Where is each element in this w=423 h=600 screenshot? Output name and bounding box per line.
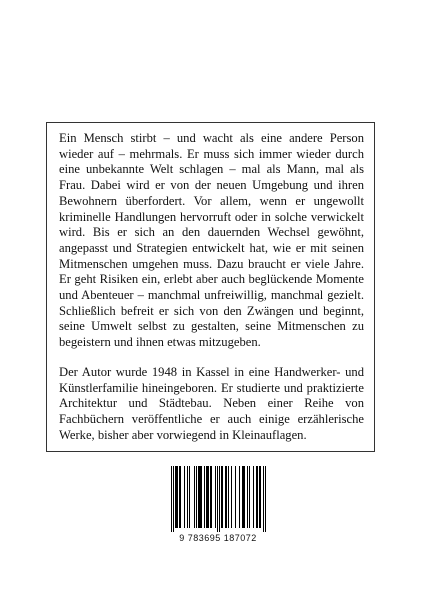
isbn-barcode xyxy=(169,464,267,551)
barcode-bar xyxy=(176,466,177,528)
barcode-bar xyxy=(226,466,227,528)
barcode-bar xyxy=(247,466,248,528)
barcode-bar xyxy=(219,466,220,532)
author-bio-paragraph: Der Autor wurde 1948 in Kassel in eine Handwerker- und Künstlerfamilie hineingeboren. Er studierte und praktizierte Architektur und Städtebau. Neben einer Reihe von Fachbüchern veröffentliche er auch einige erzählerische Werke, bisher aber vorwiegend in Kleinauflagen. xyxy=(59,364,364,442)
back-cover-blurb xyxy=(46,122,375,452)
barcode-bar xyxy=(179,466,180,528)
barcode-bar xyxy=(259,466,260,528)
barcode-bar xyxy=(253,466,254,528)
barcode-bar xyxy=(200,466,201,528)
synopsis-paragraph: Ein Mensch stirbt – und wacht als eine andere Person wieder auf – mehrmals. Er muss sich immer wieder durch eine unbekannte Welt schlagen – mal als Mann, mal als Frau. Dabei wird er von der neuen Umgebung und ihren Bewohnern überfordert. Vor allem, wenn er ungewollt kriminelle Handlungen hervorruft oder in solche verwickelt wird. Bis er sich an den dauernden Wechsel gewöhnt, angepasst und Strategien entwickelt hat, wie er mit seinen Mitmenschen umgehen muss. Dazu braucht er viele Jahre. Er geht Risiken ein, erlebt aber auch beglückende Momente und Abenteuer – manchmal unfreiwillig, manchmal gezielt. Schließlich befreit er sich von den Zwängen und beginnt, seine Umwelt selbst zu gestalten, seine Mitmenschen zu begeistern und ihnen etwas mitzugeben. xyxy=(59,131,364,350)
barcode-bar xyxy=(204,466,205,528)
barcode-bar xyxy=(171,466,172,532)
barcode-bar xyxy=(199,466,200,528)
barcode-bar xyxy=(173,466,174,532)
barcode-bar xyxy=(198,466,199,528)
barcode-bar xyxy=(265,466,266,532)
barcode-bar xyxy=(263,466,264,532)
barcode-bars xyxy=(169,464,267,532)
barcode-bar xyxy=(256,466,257,528)
barcode-bar xyxy=(177,466,178,528)
barcode-bar xyxy=(184,466,185,528)
barcode-bar xyxy=(194,466,195,528)
barcode-bar xyxy=(208,466,209,528)
barcode-bar xyxy=(239,466,240,528)
barcode-bar xyxy=(244,466,245,528)
barcode-bar xyxy=(180,466,181,528)
barcode-bar xyxy=(187,466,188,528)
barcode-bar xyxy=(217,466,218,532)
barcode-bar xyxy=(231,466,232,528)
barcode-bar xyxy=(243,466,244,528)
barcode-bar xyxy=(257,466,258,528)
barcode-bar xyxy=(260,466,261,528)
barcode-bar xyxy=(175,466,176,528)
barcode-bar xyxy=(222,466,223,528)
barcode-bar xyxy=(196,466,197,528)
barcode-bar xyxy=(211,466,212,528)
barcode-bar xyxy=(207,466,208,528)
barcode-bar xyxy=(221,466,222,528)
barcode-bar xyxy=(235,466,236,528)
barcode-bar xyxy=(242,466,243,528)
barcode-bar xyxy=(228,466,229,528)
barcode-bar xyxy=(249,466,250,528)
barcode-bar xyxy=(189,466,190,528)
barcode-bar xyxy=(206,466,207,528)
barcode-bar xyxy=(210,466,211,528)
barcode-bar xyxy=(215,466,216,528)
barcode-bar xyxy=(201,466,202,528)
isbn-number: 9 783695 187072 xyxy=(179,533,257,543)
barcode-bar xyxy=(225,466,226,528)
